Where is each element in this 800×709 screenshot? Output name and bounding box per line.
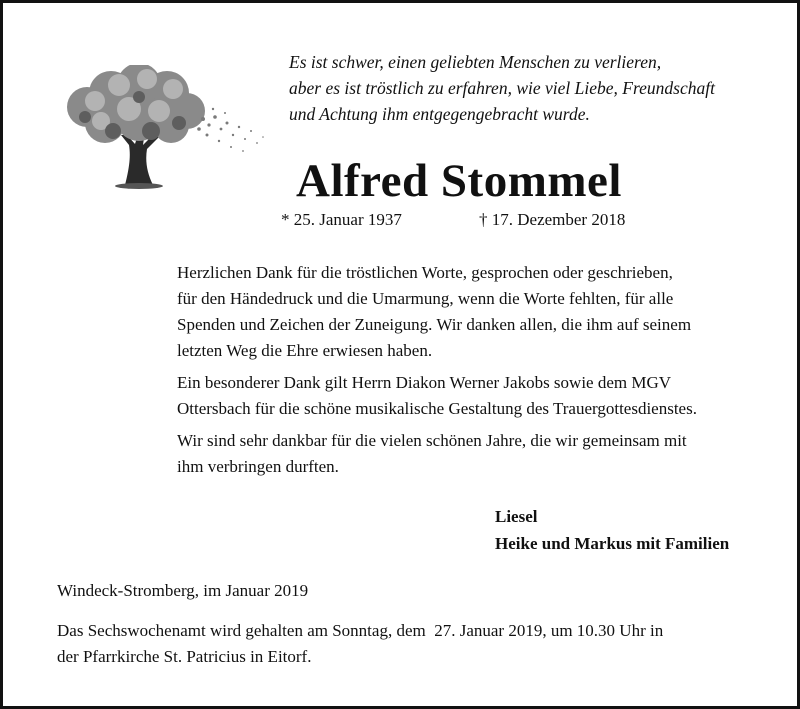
quote-line: aber es ist tröstlich zu erfahren, wie viel Liebe, Freundschaft [289,78,715,98]
text-line: Ein besonderer Dank gilt Herrn Diakon Werner Jakobs sowie dem MGV [177,373,672,392]
place-date: Windeck-Stromberg, im Januar 2019 [57,581,309,600]
signature-line: Liesel [495,507,538,526]
paragraph [177,428,777,480]
paragraph [177,260,777,364]
quote-line: und Achtung ihm entgegengebracht wurde. [289,104,590,124]
text-line: Spenden und Zeichen der Zuneigung. Wir danken allen, die ihm auf seinem [177,315,692,334]
thanks-text [177,260,777,486]
text-line: Wir sind sehr dankbar für die vielen schönen Jahre, die wir gemeinsam mit [177,431,687,450]
deceased-name: Alfred Stommel [296,155,622,207]
birth-date: * 25. Januar 1937 [281,210,402,229]
text-line: Ottersbach für die schöne musikalische Gestaltung des Trauergottesdienstes. [177,399,697,418]
text-line: Herzlichen Dank für die tröstlichen Worte, gesprochen oder geschrieben, [177,263,673,282]
notice-line: der Pfarrkirche St. Patricius in Eitorf. [57,647,312,666]
notice-line: Das Sechswochenamt wird gehalten am Sonntag, dem 27. Januar 2019, um 10.30 Uhr in [57,621,664,640]
death-date: † 17. Dezember 2018 [479,210,626,229]
quote [289,49,789,127]
text-line: letzten Weg die Ehre erwiesen haben. [177,341,433,360]
quote-line: Es ist schwer, einen geliebten Menschen zu verlieren, [289,52,662,72]
text-line: ihm verbringen durften. [177,457,339,476]
signature-line: Heike und Markus mit Familien [495,534,730,553]
tree-icon [55,65,270,190]
signature [495,503,729,557]
memorial-notice [57,618,757,670]
text-line: für den Händedruck und die Umarmung, wenn die Worte fehlten, für alle [177,289,674,308]
paragraph [177,370,777,422]
